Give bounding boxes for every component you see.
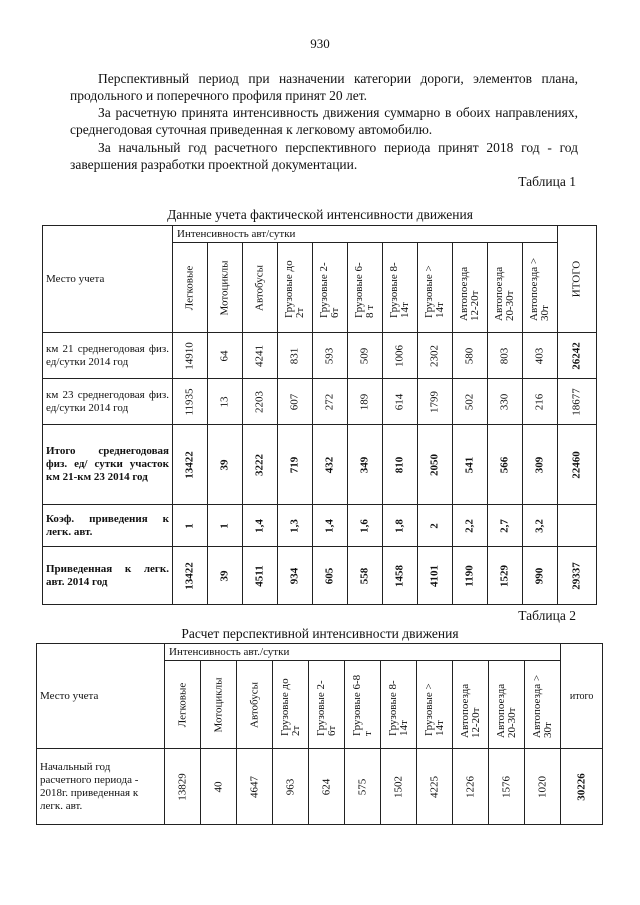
cell-value — [278, 425, 313, 505]
table2-col-header — [165, 661, 201, 749]
cell-total — [561, 749, 603, 825]
cell-value-text: 831 — [288, 347, 301, 364]
table1-place-header: Место учета — [43, 226, 173, 333]
table1-col-header-text: Автопоезда > 30т — [528, 257, 552, 321]
cell-value-text: 1458 — [393, 564, 406, 587]
table1-itogo-header-text: ИТОГО — [570, 260, 583, 298]
cell-value-text: 4511 — [253, 564, 266, 587]
cell-value-text: 593 — [323, 347, 336, 364]
cell-total-text: 26242 — [570, 341, 583, 370]
cell-value-text: 40 — [212, 781, 224, 792]
table1-row — [43, 505, 597, 547]
table2-col-header — [453, 661, 489, 749]
cell-value-text: 624 — [320, 778, 332, 795]
table2-col-header-text: Автобусы — [248, 681, 260, 728]
paragraph-3-text: За начальный год расчетного перспективного периода принят 2018 год - год завершения разработки проектной документации. — [70, 140, 578, 172]
cell-value-text: 1576 — [500, 775, 512, 798]
cell-value — [453, 425, 488, 505]
cell-value — [383, 379, 418, 425]
cell-value-text: 1 — [183, 522, 196, 529]
cell-value — [243, 547, 278, 605]
table1-col-header — [488, 243, 523, 333]
cell-value — [243, 379, 278, 425]
table2-col-header-text: Автопоезда 12-20т — [458, 683, 482, 738]
table1-col-header — [348, 243, 383, 333]
cell-value — [418, 425, 453, 505]
cell-value — [417, 749, 453, 825]
table1-row — [43, 547, 597, 605]
cell-value-text: 963 — [284, 778, 296, 795]
cell-value-text: 349 — [358, 456, 371, 473]
cell-value — [453, 379, 488, 425]
table1-col-header — [418, 243, 453, 333]
table2-label: Таблица 2 — [518, 608, 576, 623]
cell-value — [278, 547, 313, 605]
cell-value — [348, 547, 383, 605]
cell-value — [208, 547, 243, 605]
row-place: Начальный год расчетного периода - 2018г. приведенная к легк. авт. — [37, 749, 165, 825]
paragraph-3 — [70, 139, 578, 173]
cell-value-text: 4225 — [428, 775, 440, 798]
cell-value-text: 541 — [463, 456, 476, 473]
table1-col-header-text: Грузовые 6-8 т — [353, 261, 376, 318]
table1-caption: Данные учета фактической интенсивности движения — [167, 207, 473, 222]
table2-caption: Расчет перспективной интенсивности движения — [181, 626, 459, 641]
cell-value-text: 13 — [218, 396, 231, 407]
table1-col-header — [243, 243, 278, 333]
cell-value — [383, 505, 418, 547]
cell-total-text: 29337 — [570, 561, 583, 590]
cell-value-text: 934 — [288, 567, 301, 584]
table1-col-header-text: Мотоциклы — [218, 259, 231, 316]
cell-value-text: 330 — [498, 393, 511, 410]
row-place: км 23 среднегодовая физ. ед/сутки 2014 год — [43, 379, 173, 425]
cell-value — [418, 379, 453, 425]
table1-label: Таблица 1 — [518, 174, 576, 189]
cell-value-text: 1006 — [393, 344, 406, 367]
cell-value-text: 216 — [533, 393, 546, 410]
cell-value — [243, 505, 278, 547]
cell-value — [278, 379, 313, 425]
cell-value-text: 1020 — [536, 775, 549, 798]
row-place: Итого среднегодовая физ. ед/ сутки участок км 21-км 23 2014 год — [43, 425, 173, 505]
table2-col-header — [489, 661, 525, 749]
cell-value-text: 4241 — [253, 344, 266, 367]
cell-value-text: 1,3 — [288, 518, 301, 533]
cell-value-text: 39 — [218, 570, 231, 581]
table2-group-header: Интенсивность авт./сутки — [165, 644, 561, 661]
table1-row — [43, 333, 597, 379]
table2-col-header — [273, 661, 309, 749]
cell-value-text: 607 — [288, 393, 301, 410]
cell-value — [208, 505, 243, 547]
table1-group-header: Интенсивность авт/сутки — [173, 226, 558, 243]
cell-value-text: 1529 — [498, 564, 511, 587]
table1-col-header — [173, 243, 208, 333]
cell-value — [383, 333, 418, 379]
cell-value-text: 575 — [356, 778, 368, 795]
cell-value — [453, 333, 488, 379]
cell-value-text: 2 — [428, 522, 441, 529]
cell-value-text: 1,6 — [358, 518, 371, 533]
cell-value-text: 403 — [533, 347, 546, 364]
cell-value — [345, 749, 381, 825]
cell-value — [273, 749, 309, 825]
table1-col-header — [453, 243, 488, 333]
table2-col-header — [417, 661, 453, 749]
cell-value-text: 2,7 — [498, 518, 511, 533]
cell-value — [243, 425, 278, 505]
cell-value — [418, 505, 453, 547]
cell-value-text: 1799 — [428, 390, 441, 413]
cell-value-text: 1,4 — [323, 518, 336, 533]
cell-value-text: 432 — [323, 456, 336, 473]
table1-row — [43, 425, 597, 505]
table1-col-header-text: Грузовые 2-6т — [318, 261, 341, 318]
cell-value-text: 990 — [533, 567, 546, 584]
cell-value — [381, 749, 417, 825]
table2-col-header-text: Автопоезда 20-30т — [494, 683, 518, 738]
cell-value — [173, 425, 208, 505]
cell-value — [278, 333, 313, 379]
table2-itogo-header: итого — [561, 644, 603, 749]
cell-value — [418, 547, 453, 605]
cell-value-text: 4647 — [248, 775, 260, 798]
cell-value-text: 272 — [323, 393, 336, 410]
cell-total-text: 30226 — [575, 772, 588, 801]
table1-col-header-text: Легковые — [183, 265, 196, 310]
cell-value — [348, 333, 383, 379]
cell-value-text: 2203 — [253, 390, 266, 413]
table1-col-header — [313, 243, 348, 333]
cell-total — [558, 505, 597, 547]
cell-total-text: 22460 — [570, 450, 583, 479]
table1-itogo-header — [558, 226, 597, 333]
table1-col-header — [208, 243, 243, 333]
page-number: 930 — [310, 36, 330, 51]
cell-value-text: 2050 — [428, 453, 441, 476]
paragraph-1-text: Перспективный период при назначении категории дороги, элементов плана, продольного и поперечного профиля принят 20 лет. — [70, 71, 578, 103]
cell-total — [558, 379, 597, 425]
cell-value-text: 39 — [218, 459, 231, 470]
cell-total — [558, 547, 597, 605]
row-place: км 21 среднегодовая физ. ед/сутки 2014 год — [43, 333, 173, 379]
table2-place-header: Место учета — [37, 644, 165, 749]
cell-value-text: 558 — [358, 567, 371, 584]
paragraph-1 — [70, 70, 578, 104]
cell-value — [488, 547, 523, 605]
cell-value-text: 719 — [288, 456, 301, 473]
table2-col-header-text: Грузовые 2-6т — [314, 679, 338, 736]
cell-value — [523, 379, 558, 425]
table1-col-header — [278, 243, 313, 333]
table1-col-header — [523, 243, 558, 333]
cell-value — [173, 379, 208, 425]
row-place: Коэф. приведения к легк. авт. — [43, 505, 173, 547]
cell-value — [453, 749, 489, 825]
cell-value-text: 3,2 — [533, 518, 546, 533]
cell-value-text: 2302 — [428, 344, 441, 367]
cell-value — [488, 333, 523, 379]
cell-value — [313, 333, 348, 379]
cell-value-text: 509 — [358, 347, 371, 364]
cell-value — [488, 505, 523, 547]
table1-row — [43, 379, 597, 425]
cell-value — [383, 547, 418, 605]
cell-value — [173, 547, 208, 605]
cell-value-text: 580 — [463, 347, 476, 364]
cell-value — [313, 425, 348, 505]
table2-row — [37, 749, 603, 825]
cell-value — [165, 749, 201, 825]
table1-col-header-text: Автопоезда 20-30т — [493, 266, 516, 321]
cell-value-text: 1,8 — [393, 518, 406, 533]
cell-value — [237, 749, 273, 825]
cell-value-text: 64 — [218, 350, 231, 361]
cell-value-text: 803 — [498, 347, 511, 364]
table1-col-header-text: Грузовые до 2т — [283, 259, 306, 318]
table2-group-row — [37, 644, 603, 661]
table2-col-header-text: Грузовые 8-14т — [386, 679, 410, 736]
cell-value-text: 1226 — [464, 775, 476, 798]
table2-col-header-text: Грузовые до 2т — [278, 677, 302, 736]
cell-value-text: 13829 — [176, 772, 188, 801]
table1-col-header-text: Автопоезда 12-20т — [458, 266, 481, 321]
table2-col-header — [345, 661, 381, 749]
cell-value-text: 13422 — [183, 561, 196, 590]
table2-col-header-text: Легковые — [176, 682, 188, 727]
cell-value — [348, 505, 383, 547]
cell-value-text: 566 — [498, 456, 511, 473]
table1-group-row — [43, 226, 597, 243]
cell-value-text: 14910 — [183, 341, 196, 370]
cell-value — [523, 547, 558, 605]
table2-col-header — [309, 661, 345, 749]
table1-col-header-text: Грузовые > 14т — [423, 264, 446, 318]
table1 — [42, 225, 597, 605]
cell-value — [523, 333, 558, 379]
table2-col-header-text: Грузовые 6-8 т — [350, 674, 374, 736]
cell-value — [278, 505, 313, 547]
cell-value-text: 614 — [393, 393, 406, 410]
cell-value — [208, 333, 243, 379]
paragraph-2-text: За расчетную принята интенсивность движения суммарно в обоих направлениях, среднегодовая суточная приведенная к легковому автомобилю. — [70, 105, 578, 137]
cell-value — [525, 749, 561, 825]
table2 — [36, 643, 603, 825]
cell-value — [313, 505, 348, 547]
table2-col-header — [201, 661, 237, 749]
table1-col-header — [383, 243, 418, 333]
cell-value-text: 4101 — [428, 564, 441, 587]
cell-value-text: 189 — [358, 393, 371, 410]
cell-value — [453, 505, 488, 547]
table1-col-header-text: Грузовые 8-14т — [388, 261, 411, 318]
cell-value — [488, 379, 523, 425]
cell-value-text: 309 — [533, 456, 546, 473]
cell-value — [383, 425, 418, 505]
table2-col-header-text: Мотоциклы — [212, 676, 224, 733]
cell-total — [558, 333, 597, 379]
cell-value — [243, 333, 278, 379]
cell-total-text: 18677 — [570, 387, 583, 416]
cell-value — [489, 749, 525, 825]
cell-value — [173, 333, 208, 379]
cell-value — [348, 379, 383, 425]
cell-value — [313, 547, 348, 605]
cell-value — [201, 749, 237, 825]
cell-value — [313, 379, 348, 425]
cell-value — [173, 505, 208, 547]
cell-value-text: 502 — [463, 393, 476, 410]
cell-value-text: 13422 — [183, 450, 196, 479]
cell-value-text: 810 — [393, 456, 406, 473]
cell-value — [488, 425, 523, 505]
cell-value-text: 2,2 — [463, 518, 476, 533]
table2-col-header — [525, 661, 561, 749]
cell-value — [208, 425, 243, 505]
cell-value — [208, 379, 243, 425]
cell-value-text: 605 — [323, 567, 336, 584]
paragraph-2 — [70, 104, 578, 138]
row-place: Приведенная к легк. авт. 2014 год — [43, 547, 173, 605]
table2-col-header-text: Автопоезда > 30т — [530, 674, 554, 738]
cell-value — [523, 505, 558, 547]
cell-value-text: 11935 — [183, 387, 196, 416]
cell-value-text: 1502 — [392, 775, 404, 798]
cell-value-text: 1 — [218, 522, 231, 529]
cell-value — [348, 425, 383, 505]
cell-value — [453, 547, 488, 605]
cell-value-text: 1,4 — [253, 518, 266, 533]
cell-value — [418, 333, 453, 379]
cell-total — [558, 425, 597, 505]
table1-col-header-text: Автобусы — [253, 264, 266, 311]
cell-value-text: 3222 — [253, 453, 266, 476]
table2-col-header — [237, 661, 273, 749]
cell-value-text: 1190 — [463, 564, 476, 587]
table2-col-header-text: Грузовые > 14т — [422, 682, 446, 736]
table2-col-header — [381, 661, 417, 749]
cell-value — [309, 749, 345, 825]
cell-value — [523, 425, 558, 505]
